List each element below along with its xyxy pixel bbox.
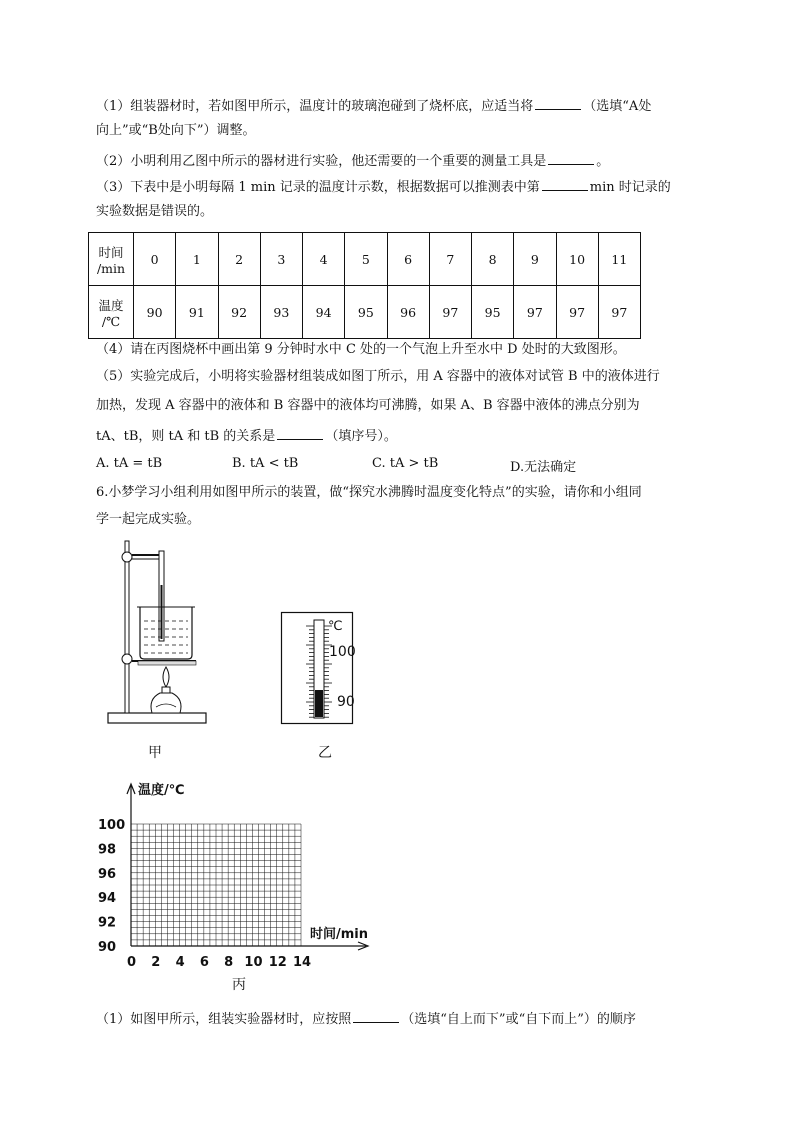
table-cell: 97	[598, 286, 640, 339]
answer-blank[interactable]	[353, 1009, 399, 1023]
table-cell: 97	[556, 286, 598, 339]
table-cell: 8	[472, 233, 514, 286]
table-cell: 95	[345, 286, 387, 339]
figure-label-bing: 丙	[232, 977, 246, 993]
graph-x-tick-label: 0	[127, 955, 137, 970]
temperature-graph	[98, 780, 388, 972]
table-cell: 97	[514, 286, 556, 339]
table-cell: 1	[176, 233, 218, 286]
table-cell: 5	[345, 233, 387, 286]
thermometer-unit: ℃	[328, 619, 343, 634]
graph-x-tick-label: 12	[268, 955, 287, 970]
table-cell: 92	[218, 286, 260, 339]
q6-part1	[96, 1009, 636, 1029]
thermometer-figure	[281, 612, 356, 724]
q5-part5-text: （5）实验完成后，小明将实验器材组装成如图丁所示，用 A 容器中的液体对试管 B 中的液体进行	[96, 369, 660, 384]
thermometer-label-100: 100	[329, 644, 356, 660]
graph-y-tick-label: 98	[98, 842, 117, 858]
table-row-temp	[89, 286, 641, 339]
table-cell: 4	[303, 233, 345, 286]
q6-intro-line1	[96, 484, 642, 502]
q5-part1-text: （1）组装器材时，若如图甲所示，温度计的玻璃泡碰到了烧杯底，应适当将	[96, 99, 534, 114]
q5-part5-relation: tA、tB，则 tA 和 tB 的关系是	[96, 429, 276, 444]
graph-y-tick-label: 92	[98, 915, 117, 931]
answer-blank[interactable]	[277, 426, 323, 440]
option-c[interactable]: C. tA > tB	[372, 456, 439, 471]
option-d[interactable]: D.无法确定	[510, 460, 577, 475]
q5-part2-text: （2）小明利用乙图中所示的器材进行实验，他还需要的一个重要的测量工具是	[96, 154, 547, 169]
q5-part5-continued: 加热，发现 A 容器中的液体和 B 容器中的液体均可沸腾，如果 A、B 容器中液体的沸点分别为	[96, 398, 640, 413]
thermometer-label-90: 90	[337, 694, 355, 710]
q6-part1-text: （1）如图甲所示，组装实验器材时，应按照	[96, 1012, 352, 1027]
table-cell: 93	[260, 286, 302, 339]
q5-part3-line2	[96, 203, 213, 221]
q5-part5-line3	[96, 426, 397, 446]
q6-intro-line2	[96, 511, 200, 529]
q5-part5-line2	[96, 397, 640, 415]
table-row-time	[89, 233, 641, 286]
q5-part4-text: （4）请在丙图烧杯中画出第 9 分钟时水中 C 处的一个气泡上升至水中 D 处时的大致图形。	[96, 342, 626, 357]
table-cell: 11	[598, 233, 640, 286]
table-cell: 7	[429, 233, 471, 286]
graph-x-tick-label: 8	[224, 955, 234, 970]
table-cell: 95	[472, 286, 514, 339]
figure-label-jia: 甲	[148, 745, 162, 761]
q5-part2-end: 。	[596, 154, 610, 169]
q5-part3-unit: min 时记录的	[589, 180, 671, 195]
q5-part5-hint: （填序号）。	[325, 429, 397, 444]
q5-part2	[96, 151, 609, 171]
apparatus-figure	[104, 537, 210, 727]
q6-intro-text: 6.小梦学习小组利用如图甲所示的装置，做“探究水沸腾时温度变化特点”的实验，请你和小组同	[96, 485, 642, 500]
graph-y-label: 温度/℃	[138, 783, 185, 798]
graph-x-label: 时间/min	[310, 927, 369, 942]
table-cell: 10	[556, 233, 598, 286]
answer-blank[interactable]	[548, 151, 594, 165]
table-cell: 2	[218, 233, 260, 286]
figure-label-yi: 乙	[318, 745, 332, 761]
table-cell: 0	[134, 233, 176, 286]
q5-part1-continued: 向上”或“B处向下”）调整。	[96, 123, 256, 138]
q6-part1-hint: （选填“自上而下”或“自下而上”）的顺序	[401, 1012, 636, 1027]
graph-x-tick-label: 2	[151, 955, 161, 970]
table-cell: 90	[134, 286, 176, 339]
q6-intro-continued: 学一起完成实验。	[96, 512, 201, 527]
q5-part1-line1	[96, 96, 651, 116]
graph-x-tick-label: 4	[175, 955, 185, 970]
graph-y-tick-label: 94	[98, 891, 117, 907]
graph-x-tick-label: 6	[199, 955, 209, 970]
table-cell: 3	[260, 233, 302, 286]
q5-part5-line1	[96, 368, 660, 386]
answer-blank[interactable]	[535, 96, 581, 110]
table-cell: 94	[303, 286, 345, 339]
answer-blank[interactable]	[542, 177, 588, 191]
q5-part1-line2	[96, 122, 256, 140]
option-b[interactable]: B. tA < tB	[232, 456, 299, 471]
table-cell: 9	[514, 233, 556, 286]
table-header-temp: 温度 /℃	[89, 286, 134, 339]
q5-part3-line1	[96, 177, 671, 197]
q5-part1-hint: （选填“A处	[583, 99, 652, 114]
graph-x-tick-label: 10	[244, 955, 263, 970]
temperature-table	[88, 232, 641, 339]
q5-part3-continued: 实验数据是错误的。	[96, 204, 214, 219]
table-cell: 6	[387, 233, 429, 286]
graph-x-tick-label: 14	[293, 955, 312, 970]
graph-y-tick-label: 100	[98, 818, 126, 833]
graph-y-tick-label: 96	[98, 866, 117, 882]
table-cell: 97	[429, 286, 471, 339]
q5-part3-text: （3）下表中是小明每隔 1 min 记录的温度计示数，根据数据可以推测表中第	[96, 180, 540, 195]
option-a[interactable]: A. tA = tB	[96, 456, 163, 471]
graph-y-tick-label: 90	[98, 940, 117, 955]
table-cell: 96	[387, 286, 429, 339]
table-header-time: 时间 /min	[89, 233, 134, 286]
q5-part4	[96, 341, 626, 359]
table-cell: 91	[176, 286, 218, 339]
